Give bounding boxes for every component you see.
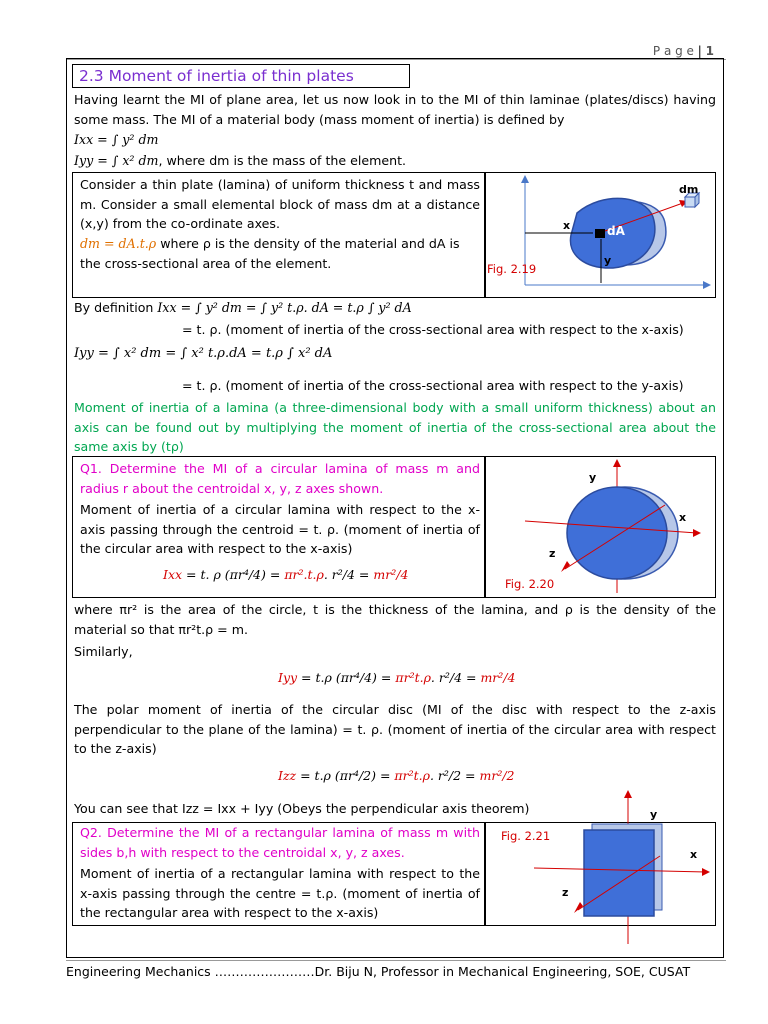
page-label: P a g e: [652, 44, 694, 58]
eq-ixx: Ixx = ∫ y² dm: [74, 132, 159, 147]
fig-2-21-diagram: [484, 786, 724, 946]
fig-2-20-label: Fig. 2.20: [505, 577, 555, 591]
section-title-box: [72, 64, 410, 88]
eq-izz-lhs: Izz: [278, 768, 297, 783]
eq-izz: [278, 768, 515, 783]
q1-eq-rest: = t. ρ (πr⁴/4) =: [186, 567, 281, 582]
eq-izz-r2: . r²/2 =: [429, 768, 476, 783]
fig-2-21-z-label: z: [562, 886, 569, 899]
page-number: 1: [705, 44, 714, 58]
fig-2-21-label: Fig. 2.21: [501, 829, 551, 843]
green-note: Moment of inertia of a lamina (a three-dimensional body with a small uniform thickness) about an axis can be found out by multiplying the moment of inertia of the cross-sectional area about the same axis by (tρ): [74, 400, 716, 454]
q1-eq-lhs: Ixx: [163, 567, 183, 582]
def2-line2: = t. ρ. (moment of inertia of the cross-sectional area with respect to the y-axis): [182, 378, 684, 393]
eq-iyy: Iyy = ∫ x² dm: [74, 153, 159, 168]
fig-2-20-x-label: x: [679, 511, 687, 524]
eq-iyy2-mid: πr²t.ρ: [395, 670, 431, 685]
fig-2-20-z-label: z: [549, 547, 556, 560]
fig-2-19-dm-label: dm: [679, 183, 699, 196]
section-title: 2.3 Moment of inertia of thin plates: [79, 67, 354, 85]
eq-iyy-note: , where dm is the mass of the element.: [158, 153, 407, 168]
q1-question: Q1. Determine the MI of a circular lamina of mass m and radius r about the centroidal x, y, z axes shown.: [80, 461, 480, 496]
fig-2-20-y-label: y: [589, 471, 597, 484]
box1-text2: where ρ is the density of the material and dA is the cross-sectional area of the element.: [80, 236, 460, 271]
intro-text: Having learnt the MI of plane area, let us now look in to the MI of thin laminae (plates/discs) having some mass. The MI of a material body (mass moment of inertia) is defined by: [74, 92, 716, 127]
fig-2-19-x-label: x: [563, 219, 571, 232]
q2-text: Moment of inertia of a rectangular lamina with respect to the x-axis passing through the centre = t.ρ. (moment of inertia of the rectangular area with respect to the x-axis): [80, 866, 480, 920]
eq-iyy2-rest: = t.ρ (πr⁴/4) =: [301, 670, 392, 685]
dm-equation: dm = dA.t.ρ: [80, 236, 157, 251]
q1-equation: [163, 567, 408, 582]
q1-eq-r2: . r²/4 =: [323, 567, 370, 582]
footer-text: Engineering Mechanics ……………………Dr. Biju N, Professor in Mechanical Engineering, SOE, CUSAT: [66, 964, 691, 979]
box-thin-plate: [72, 172, 486, 298]
page-header: P a g e | 1: [652, 44, 714, 58]
box1-text2-block: [80, 234, 480, 273]
fig-2-19-diagram: [485, 173, 715, 297]
polar-text: The polar moment of inertia of the circular disc (MI of the disc with respect to the z-axis perpendicular to the plane of the lamina) = t. ρ. (moment of inertia of the circular area with respect to the z-axis): [74, 702, 716, 756]
eq-iyy-circle: [278, 670, 515, 685]
fig-2-21-y-label: y: [650, 808, 658, 821]
q1-eq-res: mr²/4: [373, 567, 409, 582]
where-text: where πr² is the area of the circle, t is the thickness of the lamina, and ρ is the density of the material so that πr²t.ρ = m.: [74, 602, 716, 637]
box1-text1: Consider a thin plate (lamina) of uniform thickness t and mass m. Consider a small elemental block of mass dm at a distance (x,y) from the co-ordinate axes.: [80, 177, 480, 231]
fig-2-21-x-label: x: [690, 848, 698, 861]
fig-2-19-da-label: dA: [607, 224, 625, 238]
q1-box: [72, 456, 486, 598]
similarly-text: Similarly,: [74, 644, 133, 659]
q1-eq-mid: πr².t.ρ: [284, 567, 324, 582]
perp-text: You can see that Izz = Ixx + Iyy (Obeys the perpendicular axis theorem): [74, 801, 530, 816]
eq-izz-res: mr²/2: [479, 768, 515, 783]
eq-izz-rest: = t.ρ (πr⁴/2) =: [300, 768, 391, 783]
def2-equation: Iyy = ∫ x² dm = ∫ x² t.ρ.dA = t.ρ ∫ x² dA: [74, 346, 333, 361]
fig-2-19-label: Fig. 2.19: [487, 262, 537, 276]
eq-iyy2-res: mr²/4: [480, 670, 516, 685]
fig-2-20-box: [484, 456, 716, 598]
fig-2-20-diagram: [485, 457, 715, 597]
fig-2-19-y-label: y: [604, 254, 612, 267]
def1-line2: = t. ρ. (moment of inertia of the cross-sectional area with respect to the x-axis): [182, 322, 684, 337]
def1-equation: Ixx = ∫ y² dm = ∫ y² t.ρ. dA = t.ρ ∫ y² dA: [157, 300, 412, 315]
eq-iyy2-lhs: Iyy: [278, 670, 298, 685]
eq-iyy-line: [74, 151, 406, 171]
eq-izz-mid: πr²t.ρ: [394, 768, 430, 783]
eq-iyy2-r2: . r²/4 =: [430, 670, 477, 685]
fig-2-19-box: [484, 172, 716, 298]
q1-text: Moment of inertia of a circular lamina with respect to the x-axis passing through the centroid = t. ρ. (moment of inertia of the circular area with respect to the x-axis): [80, 502, 480, 556]
def1-line: [74, 298, 412, 318]
q2-question: Q2. Determine the MI of a rectangular lamina of mass m with sides b,h with respect to the centroidal x, y, z axes.: [80, 825, 480, 860]
q2-box: [72, 822, 486, 926]
def1-prefix: By definition: [74, 300, 158, 315]
